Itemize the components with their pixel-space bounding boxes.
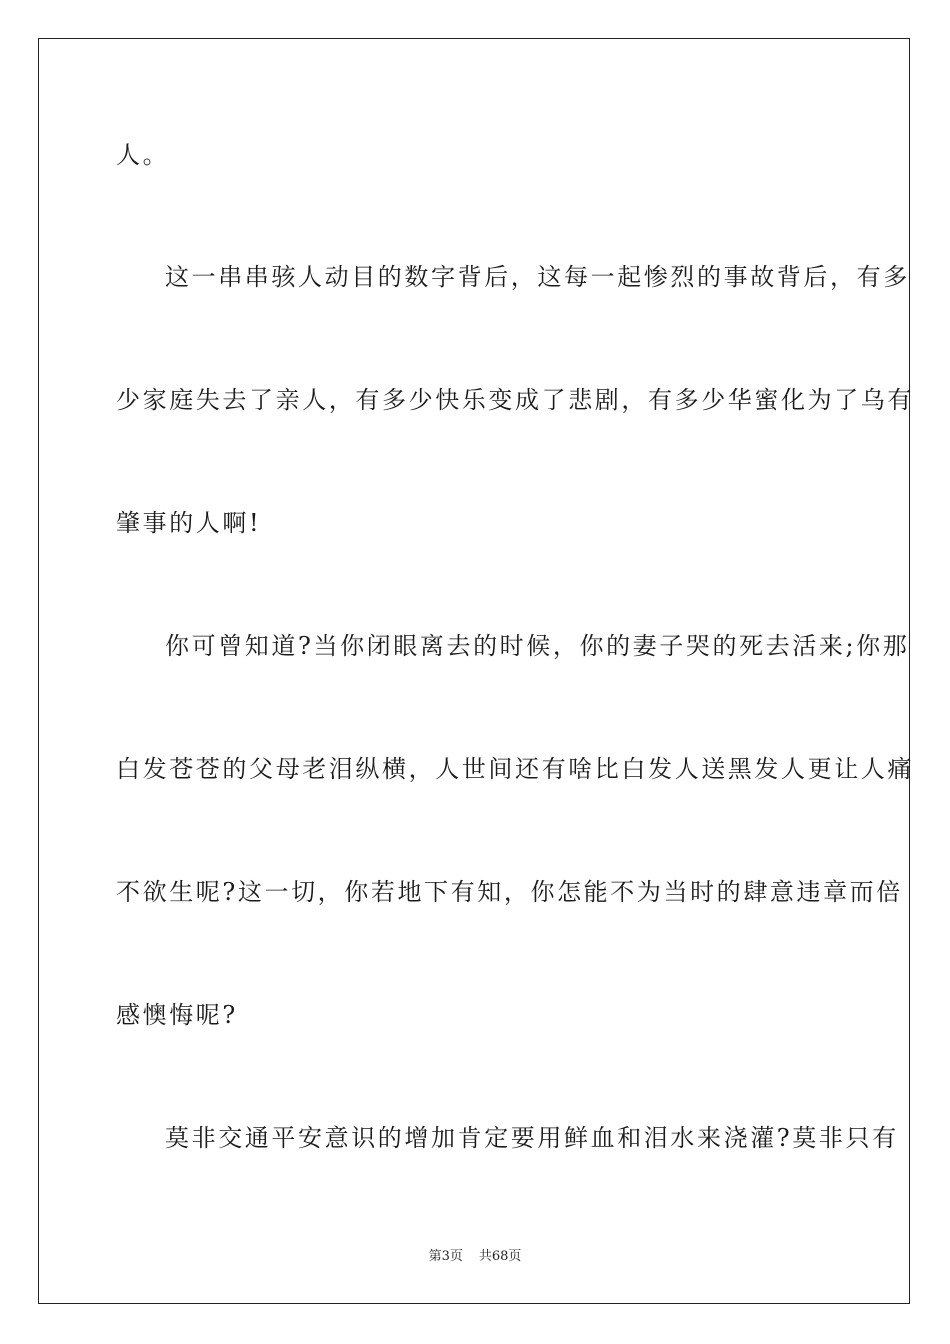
text-line-8: 感懊悔呢?	[116, 1001, 238, 1029]
page-footer	[0, 1248, 950, 1266]
text-line-1: 人。	[116, 141, 170, 169]
text-line-7: 不欲生呢?这一切，你若地下有知，你怎能不为当时的肆意违章而倍	[116, 878, 903, 906]
page-number: 第3页	[428, 1249, 463, 1264]
text-line-3: 少家庭失去了亲人，有多少快乐变成了悲剧，有多少华蜜化为了乌有	[116, 386, 914, 414]
page-total: 共68页	[478, 1249, 522, 1264]
text-line-9: 莫非交通平安意识的增加肯定要用鲜血和泪水来浇灌?莫非只有	[165, 1124, 899, 1152]
text-line-4: 肇事的人啊!	[116, 509, 262, 537]
page-border	[38, 38, 914, 1304]
text-line-5: 你可曾知道?当你闭眼离去的时候，你的妻子哭的死去活来;你那	[165, 632, 910, 660]
text-line-6: 白发苍苍的父母老泪纵横，人世间还有啥比白发人送黑发人更让人痛	[116, 755, 914, 783]
text-line-2: 这一串串骇人动目的数字背后，这每一起惨烈的事故背后，有多	[165, 263, 910, 291]
